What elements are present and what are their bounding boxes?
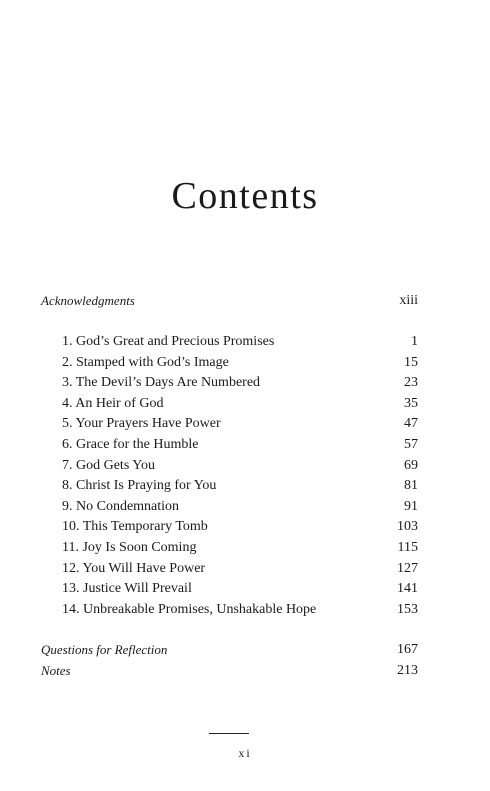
toc-chapter-label: 2. Stamped with God’s Image xyxy=(62,355,229,370)
toc-chapter-label: 8. Christ Is Praying for You xyxy=(62,478,217,493)
toc-questions-label: Questions for Reflection xyxy=(41,642,168,657)
page-title: Contents xyxy=(171,175,319,217)
page-number: xi xyxy=(238,746,252,760)
toc-chapter-label: 7. God Gets You xyxy=(62,458,155,473)
toc-chapter-page: 47 xyxy=(404,416,418,431)
toc-chapter-label: 3. The Devil’s Days Are Numbered xyxy=(62,375,261,390)
toc-chapter-label: 12. You Will Have Power xyxy=(62,561,206,576)
toc-chapter-page: 127 xyxy=(397,561,418,576)
toc-chapter-page: 103 xyxy=(397,519,418,534)
toc-acknowledgments-label: Acknowledgments xyxy=(41,293,135,308)
toc-chapter-page: 81 xyxy=(404,478,418,493)
toc-chapter-page: 23 xyxy=(404,375,418,390)
toc-chapter-label: 14. Unbreakable Promises, Unshakable Hope xyxy=(62,602,317,617)
toc-notes-page: 213 xyxy=(397,663,418,678)
toc-chapter-page: 1 xyxy=(411,334,418,349)
toc-chapter-label: 9. No Condemnation xyxy=(62,499,180,514)
toc-chapter-label: 6. Grace for the Humble xyxy=(62,437,199,452)
toc-notes-label: Notes xyxy=(41,663,71,678)
toc-chapter-label: 5. Your Prayers Have Power xyxy=(62,416,221,431)
toc-chapter-page: 57 xyxy=(404,437,418,452)
toc-chapter-page: 115 xyxy=(397,540,418,555)
toc-chapter-label: 11. Joy Is Soon Coming xyxy=(62,540,197,555)
toc-chapter-label: 1. God’s Great and Precious Promises xyxy=(62,334,275,349)
toc-chapter-label: 4. An Heir of God xyxy=(62,396,164,411)
toc-chapter-page: 35 xyxy=(404,396,418,411)
toc-chapter-page: 15 xyxy=(404,355,418,370)
toc-chapter-label: 13. Justice Will Prevail xyxy=(62,581,192,596)
toc-chapter-page: 141 xyxy=(397,581,418,596)
toc-acknowledgments-page: xiii xyxy=(399,293,418,308)
toc-chapter-page: 69 xyxy=(404,458,418,473)
toc-chapter-page: 153 xyxy=(397,602,418,617)
toc-chapter-label: 10. This Temporary Tomb xyxy=(62,519,208,534)
toc-questions-page: 167 xyxy=(397,642,418,657)
folio-rule xyxy=(209,733,249,734)
toc-chapter-page: 91 xyxy=(404,499,418,514)
